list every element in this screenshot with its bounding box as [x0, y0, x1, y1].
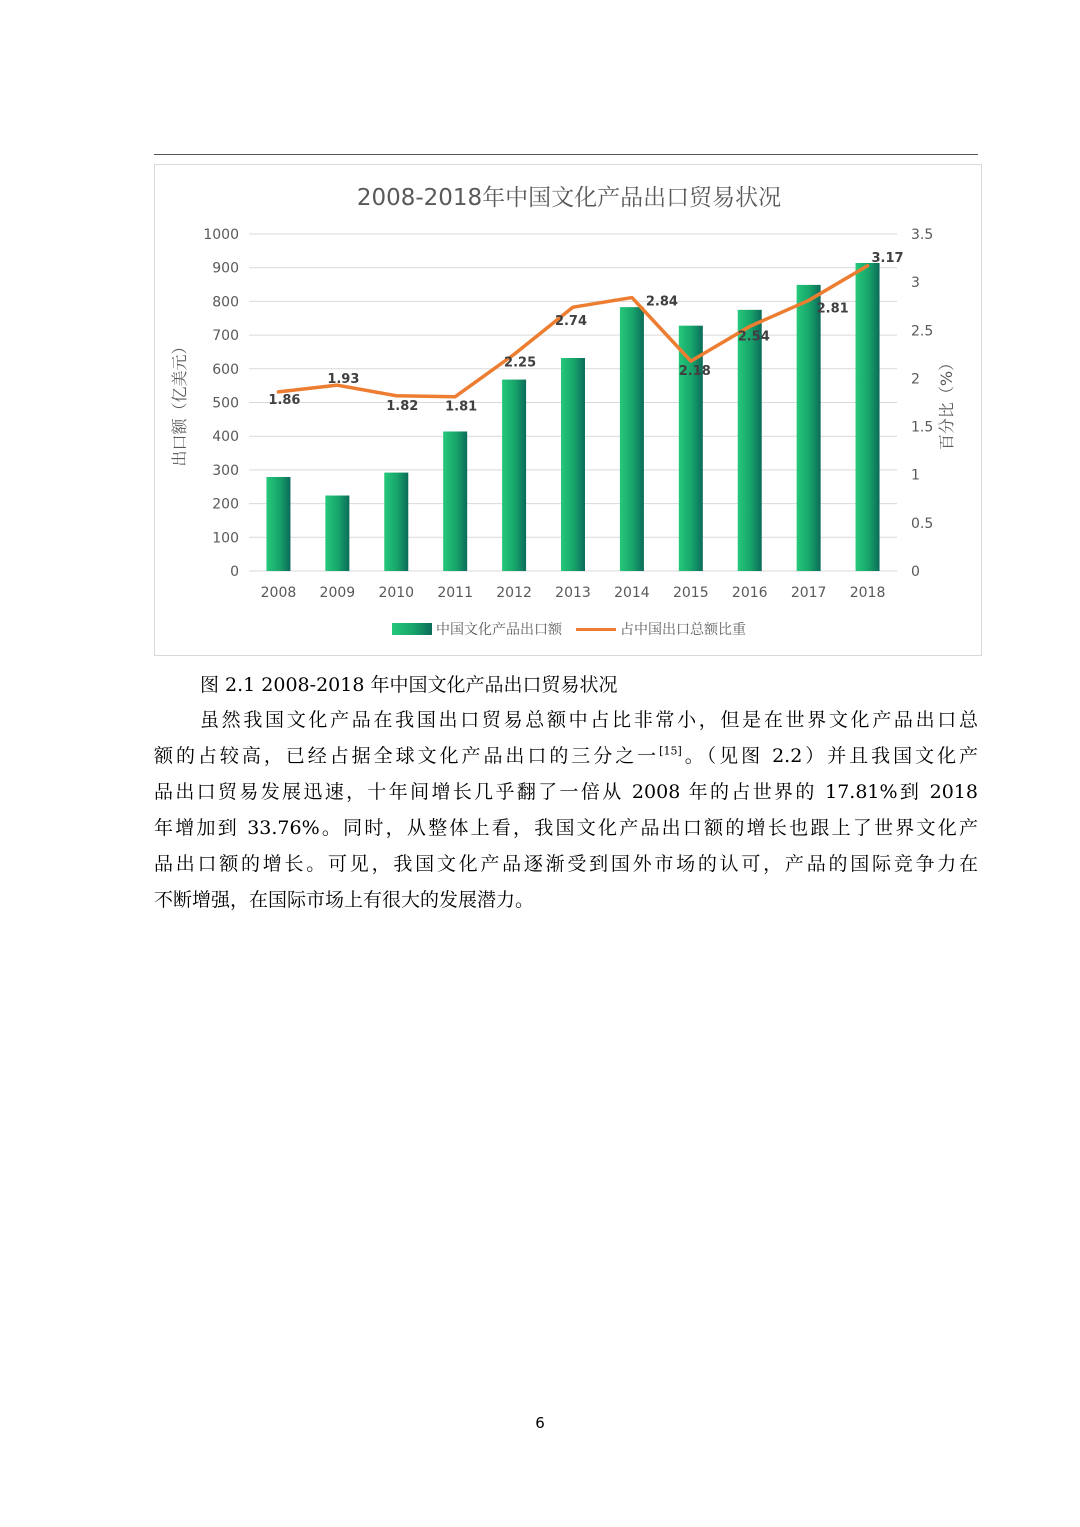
y-right-tick-label: 3 — [911, 275, 920, 292]
x-tick-label: 2012 — [496, 585, 532, 601]
line-data-label: 2.18 — [678, 364, 711, 380]
para-line-text: 。（见图 2.2）并且我国文化产 — [681, 745, 978, 767]
para-line: 虽然我国文化产品在我国出口贸易总额中占比非常小，但是在世界文化产品出口总 — [200, 709, 978, 731]
chart-title: 2008-2018年中国文化产品出口贸易状况 — [356, 185, 782, 211]
para-line: 不断增强，在国际市场上有很大的发展潜力。 — [154, 889, 535, 911]
bar — [443, 431, 467, 571]
para-line-text: 额的占较高，已经占据全球文化产品出口的三分之一 — [154, 745, 660, 767]
y-tick-label: 500 — [212, 395, 239, 412]
bar — [561, 358, 585, 571]
x-tick-label: 2013 — [555, 585, 591, 601]
chart-svg — [155, 165, 983, 657]
legend-bar-label: 中国文化产品出口额 — [436, 622, 562, 638]
para-line: 品出口额的增长。可见，我国文化产品逐渐受到国外市场的认可，产品的国际竞争力在 — [154, 853, 978, 875]
y-right-tick-label: 2 — [911, 371, 920, 388]
x-tick-label: 2015 — [672, 585, 709, 601]
y-right-tick-label: 1 — [911, 467, 920, 484]
line-data-label: 2.54 — [737, 329, 770, 345]
chart-legend — [155, 619, 983, 639]
bar — [502, 380, 526, 571]
figure-caption: 图 2.1 2008-2018 年中国文化产品出口贸易状况 — [200, 674, 618, 696]
y-tick-label: 900 — [212, 260, 239, 277]
legend-line-label: 占中国出口总额比重 — [620, 622, 746, 638]
line-data-label: 2.74 — [554, 314, 588, 330]
y-tick-label: 400 — [212, 429, 239, 446]
y-right-tick-label: 0.5 — [911, 515, 934, 532]
line-data-label: 2.25 — [504, 355, 537, 371]
bar — [856, 263, 880, 571]
para-line: 品出口贸易发展迅速，十年间增长几乎翻了一倍从 2008 年的占世界的 17.81%到 2018 — [154, 781, 978, 803]
y-tick-label: 300 — [212, 462, 239, 479]
line-data-label: 2.81 — [816, 301, 849, 317]
x-tick-label: 2018 — [849, 585, 886, 601]
x-tick-label: 2017 — [790, 585, 827, 601]
line-data-label: 1.82 — [386, 398, 419, 414]
x-tick-label: 2016 — [731, 585, 768, 601]
legend-line-swatch — [576, 628, 616, 631]
x-tick-label: 2010 — [378, 585, 415, 601]
y-tick-label: 1000 — [203, 227, 239, 243]
y-right-axis-title: 百分比（%） — [937, 354, 956, 451]
y-right-tick-label: 3.5 — [911, 227, 934, 243]
bar — [620, 307, 644, 571]
y-right-tick-label: 0 — [911, 564, 920, 580]
y-tick-label: 0 — [230, 564, 239, 580]
chart-frame — [154, 164, 982, 656]
body-paragraph — [154, 702, 978, 918]
line-data-label: 1.86 — [268, 392, 301, 408]
y-tick-label: 600 — [212, 361, 239, 378]
y-right-tick-label: 2.5 — [911, 323, 934, 340]
y-tick-label: 100 — [212, 530, 239, 547]
para-line — [154, 738, 978, 774]
line-data-label: 1.93 — [327, 372, 360, 388]
x-tick-label: 2014 — [614, 585, 650, 601]
para-line: 年增加到 33.76%。同时，从整体上看，我国文化产品出口额的增长也跟上了世界文化产 — [154, 817, 978, 839]
x-tick-label: 2011 — [437, 585, 474, 601]
bar — [325, 496, 349, 571]
line-data-label: 3.17 — [871, 250, 904, 266]
line-data-label: 2.84 — [645, 294, 678, 310]
citation-ref: [15] — [659, 744, 682, 758]
y-right-tick-label: 1.5 — [911, 419, 934, 436]
bar — [797, 285, 821, 571]
y-tick-label: 200 — [212, 496, 239, 513]
y-axis-title: 出口额（亿美元） — [170, 338, 189, 467]
page-number: 6 — [535, 1414, 545, 1432]
y-tick-label: 800 — [212, 294, 239, 311]
bar — [266, 477, 290, 571]
line-data-label: 1.81 — [445, 399, 478, 415]
x-tick-label: 2008 — [260, 585, 297, 601]
x-tick-label: 2009 — [319, 585, 356, 601]
legend-bar-swatch — [392, 623, 432, 635]
header-rule — [154, 154, 978, 155]
bar — [738, 310, 762, 571]
y-tick-label: 700 — [212, 328, 239, 345]
bar — [384, 473, 408, 571]
